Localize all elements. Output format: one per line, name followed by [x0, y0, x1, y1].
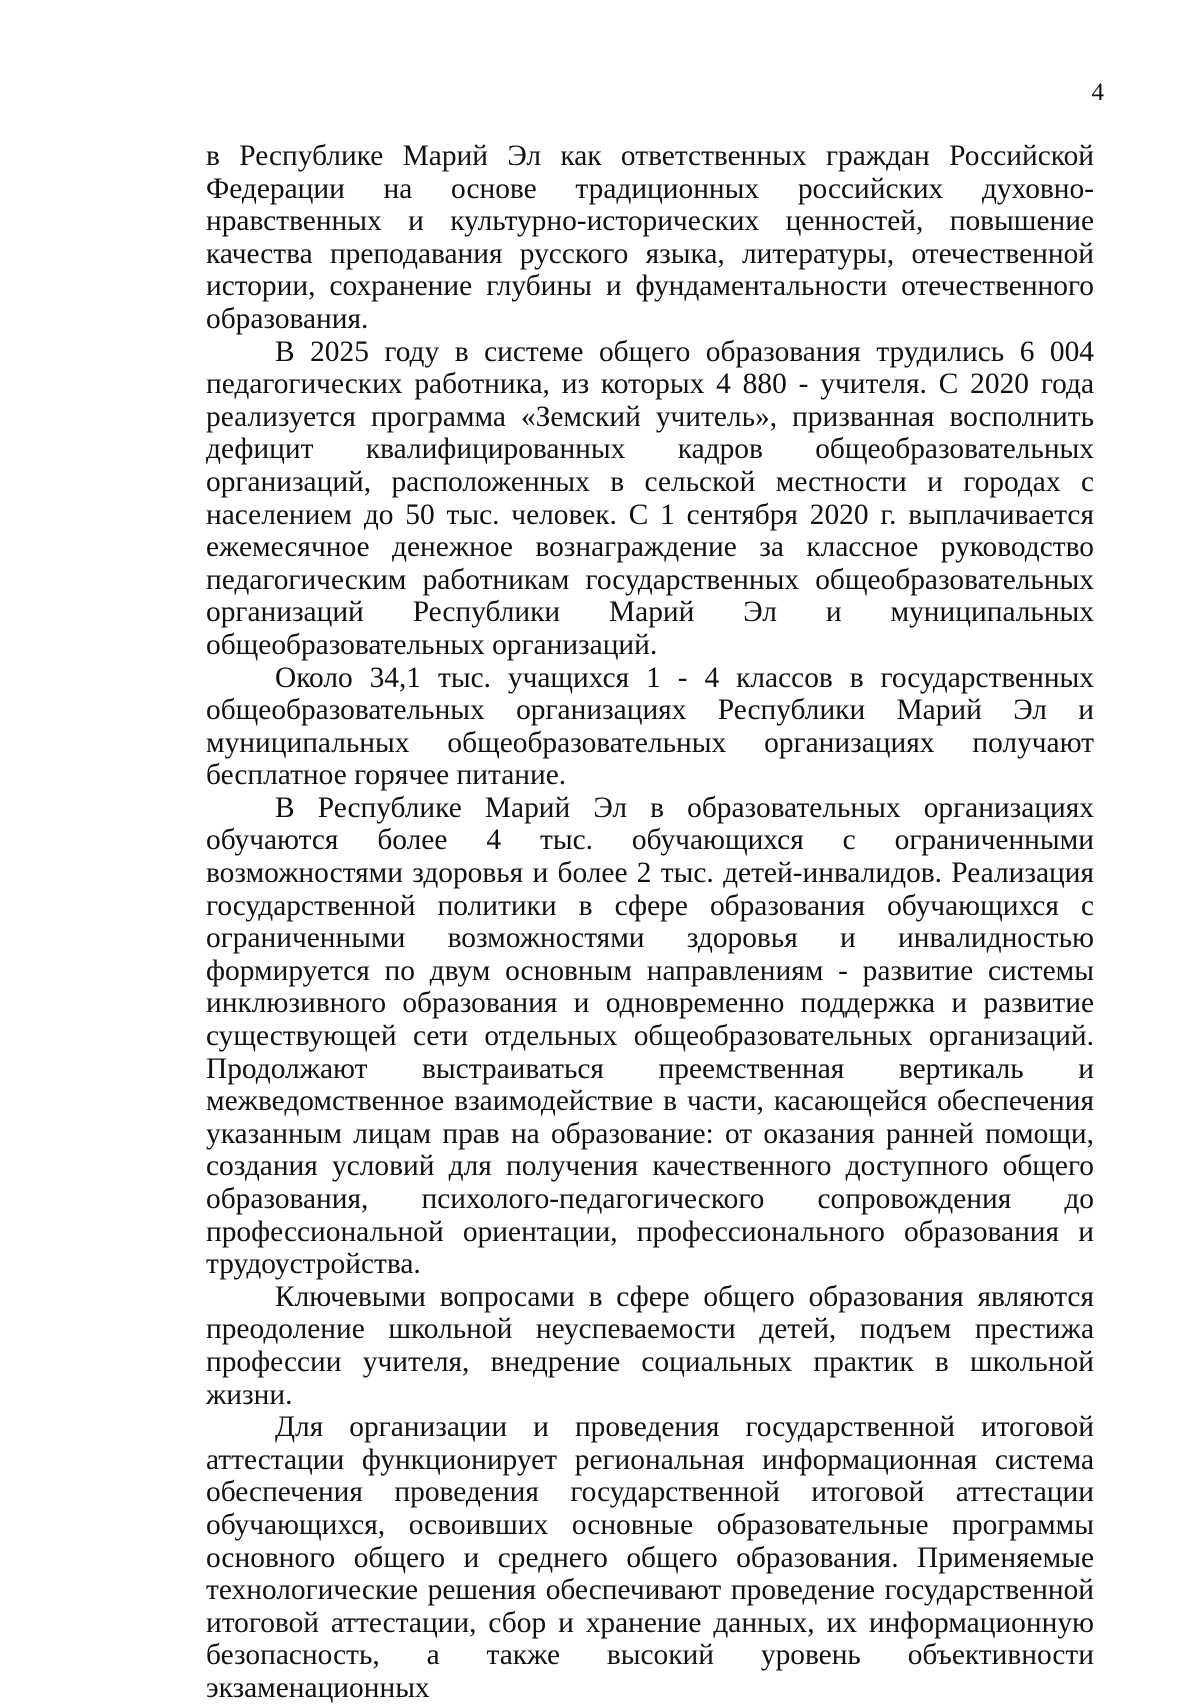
page-number: 4: [1091, 79, 1104, 106]
paragraph-key-issues: Ключевыми вопросами в сфере общего образования являются преодоление школьной неуспеваемости детей, подъем престижа профессии учителя, внедрение социальных практик в школьной жизни.: [206, 1280, 1094, 1411]
paragraph-hot-meals: Около 34,1 тыс. учащихся 1 - 4 классов в государственных общеобразовательных организациях Республики Марий Эл и муниципальных общеобразовательных организациях получают бесплатное горячее питание.: [206, 661, 1094, 792]
document-body: [206, 140, 1094, 1705]
paragraph-continuation: в Республике Марий Эл как ответственных граждан Российской Федерации на основе традиционных российских духовно-нравственных и культурно-исторических ценностей, повышение качества преподавания русского языка, литературы, отечественной истории, сохранение глубины и фундаментальности отечественного образования.: [206, 140, 1094, 335]
paragraph-state-attestation: Для организации и проведения государственной итоговой аттестации функционирует региональная информационная система обеспечения проведения государственной итоговой аттестации обучающихся, освоивших основные образовательные программы основного общего и среднего общего образования. Применяемые технологические решения обеспечивают проведение государственной итоговой аттестации, сбор и хранение данных, их информационную безопасность, а также высокий уровень объективности экзаменационных: [206, 1411, 1094, 1704]
paragraph-inclusive-education: В Республике Марий Эл в образовательных организациях обучаются более 4 тыс. обучающихся с ограниченными возможностями здоровья и более 2 тыс. детей-инвалидов. Реализация государственной политики в сфере образования обучающихся с ограниченными возможностями здоровья и инвалидностью формируется по двум основным направлениям - развитие системы инклюзивного образования и одновременно поддержка и развитие существующей сети отдельных общеобразовательных организаций. Продолжают выстраиваться преемственная вертикаль и межведомственное взаимодействие в части, касающейся обеспечения указанным лицам прав на образование: от оказания ранней помощи, создания условий для получения качественного доступного общего образования, психолого-педагогического сопровождения до профессиональной ориентации, профессионального образования и трудоустройства.: [206, 791, 1094, 1281]
paragraph-teachers: В 2025 году в системе общего образования трудились 6 004 педагогических работника, из которых 4 880 - учителя. С 2020 года реализуется программа «Земский учитель», призванная восполнить дефицит квалифицированных кадров общеобразовательных организаций, расположенных в сельской местности и городах с населением до 50 тыс. человек. С 1 сентября 2020 г. выплачивается ежемесячное денежное вознаграждение за классное руководство педагогическим работникам государственных общеобразовательных организаций Республики Марий Эл и муниципальных общеобразовательных организаций.: [206, 335, 1094, 661]
